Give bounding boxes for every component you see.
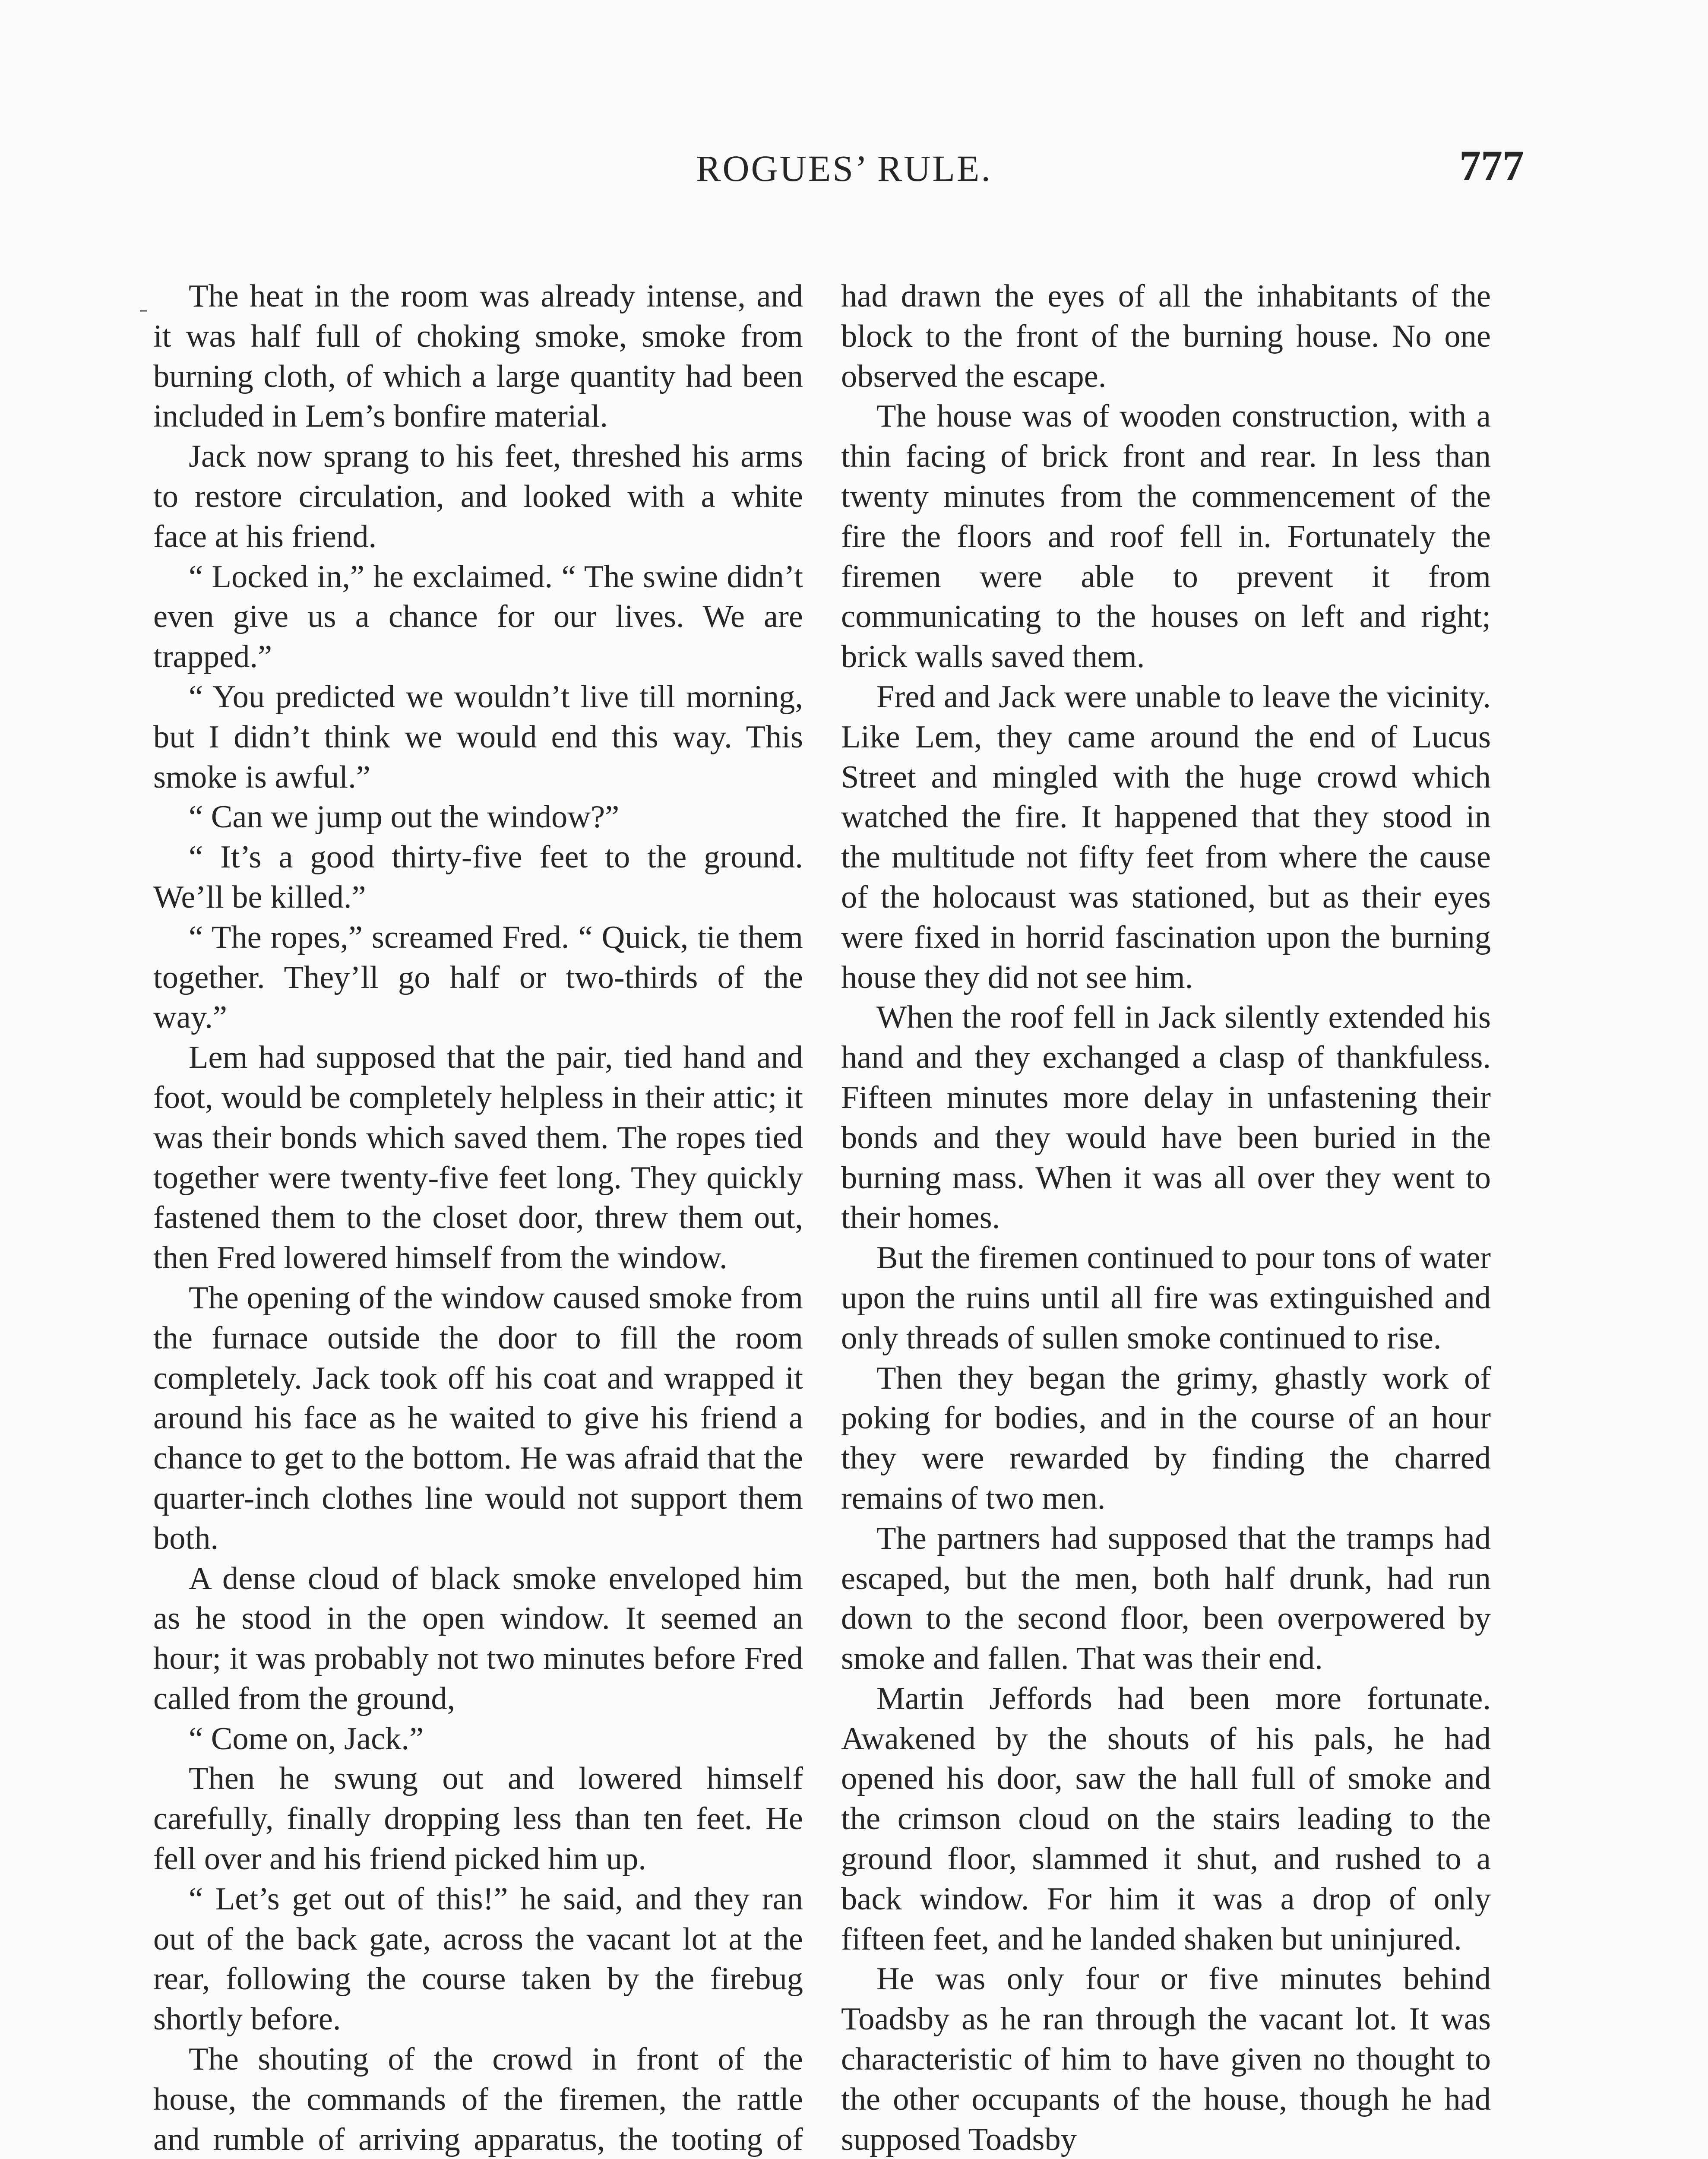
paragraph: The partners had supposed that the tramps had escaped, but the men, both half drunk, had run down to the second floor, been overpowered by smoke and fallen. That was their end.	[841, 1520, 1491, 1677]
paragraph-continued: had drawn the eyes of all the inhabitants of the block to the front of the burning house. No one observed the escape.	[841, 279, 1491, 394]
page-header	[164, 142, 1524, 203]
paragraph: Jack now sprang to his feet, threshed his arms to restore circulation, and looked with a white face at his friend.	[153, 439, 803, 554]
paragraph: “ Come on, Jack.”	[189, 1721, 424, 1757]
paragraph: When the roof fell in Jack silently extended his hand and they exchanged a clasp of thankfuless. Fifteen minutes more delay in unfastening their bonds and they would have been buried in the burning mass. When it was all over they went to their homes.	[841, 1000, 1491, 1236]
left-column	[153, 276, 803, 2159]
paragraph: He was only four or five minutes behind Toadsby as he ran through the vacant lot. It was characteristic of him to have given no thought to the other occupants of the house, though he had supposed Toadsby	[841, 1961, 1491, 2157]
paragraph: “ Can we jump out the window?”	[189, 799, 620, 835]
page-number: 777	[1459, 142, 1524, 190]
paragraph: Then he swung out and lowered himself carefully, finally dropping less than ten feet. He fell over and his friend picked him up.	[153, 1761, 803, 1877]
margin-dash-mark: –	[139, 300, 148, 320]
paragraph: Martin Jeffords had been more fortunate. Awakened by the shouts of his pals, he had opened his door, saw the hall full of smoke and the crimson cloud on the stairs leading to the ground floor, slammed it shut, and rushed to a back window. For him it was a drop of only fifteen feet, and he landed shaken but uninjured.	[841, 1681, 1491, 1957]
paragraph: “ It’s a good thirty-five feet to the ground. We’ll be killed.”	[153, 839, 803, 915]
paragraph: But the firemen continued to pour tons of water upon the ruins until all fire was extinguished and only threads of sullen smoke continued to rise.	[841, 1240, 1491, 1356]
paragraph: Fred and Jack were unable to leave the vicinity. Like Lem, they came around the end of Lucus Street and mingled with the huge crowd which watched the fire. It happened that they stood in the multitude not fifty feet from where the cause of the holocaust was stationed, but as their eyes were fixed in horrid fascination upon the burning house they did not see him.	[841, 679, 1491, 995]
paragraph: “ Locked in,” he exclaimed. “ The swine didn’t even give us a chance for our lives. We are trapped.”	[153, 559, 803, 675]
paragraph: The shouting of the crowd in front of the house, the commands of the firemen, the rattle and rumble of arriving apparatus, the tooting of	[153, 2042, 803, 2157]
paragraph: “ You predicted we wouldn’t live till morning, but I didn’t think we would end this way. This smoke is awful.”	[153, 679, 803, 795]
paragraph: A dense cloud of black smoke enveloped him as he stood in the open window. It seemed an hour; it was probably not two minutes before Fred called from the ground,	[153, 1561, 803, 1716]
paragraph: The opening of the window caused smoke from the furnace outside the door to fill the room completely. Jack took off his coat and wrapped it around his face as he waited to give his friend a chance to get to the bottom. He was afraid that the quarter-inch clothes line would not support them both.	[153, 1280, 803, 1556]
right-column	[841, 276, 1491, 2159]
paragraph: Then they began the grimy, ghastly work of poking for bodies, and in the course of an hour they were rewarded by finding the charred remains of two men.	[841, 1360, 1491, 1516]
paragraph: The heat in the room was already intense, and it was half full of choking smoke, smoke from burning cloth, of which a large quantity had been included in Lem’s bonfire material.	[153, 279, 803, 434]
running-title: ROGUES’ RULE.	[696, 148, 992, 189]
paragraph: “ The ropes,” screamed Fred. “ Quick, tie them together. They’ll go half or two-thirds of the way.”	[153, 919, 803, 1035]
paragraph: The house was of wooden construction, with a thin facing of brick front and rear. In less than twenty minutes from the commencement of the fire the floors and roof fell in. Fortunately the firemen were able to prevent it from communicating to the houses on left and right; brick walls saved them.	[841, 399, 1491, 675]
paragraph: Lem had supposed that the pair, tied hand and foot, would be completely helpless in their attic; it was their bonds which saved them. The ropes tied together were twenty-five feet long. They quickly fastened them to the closet door, threw them out, then Fred lowered himself from the window.	[153, 1040, 803, 1276]
paragraph: “ Let’s get out of this!” he said, and they ran out of the back gate, across the vacant lot at the rear, following the course taken by the firebug shortly before.	[153, 1881, 803, 2037]
